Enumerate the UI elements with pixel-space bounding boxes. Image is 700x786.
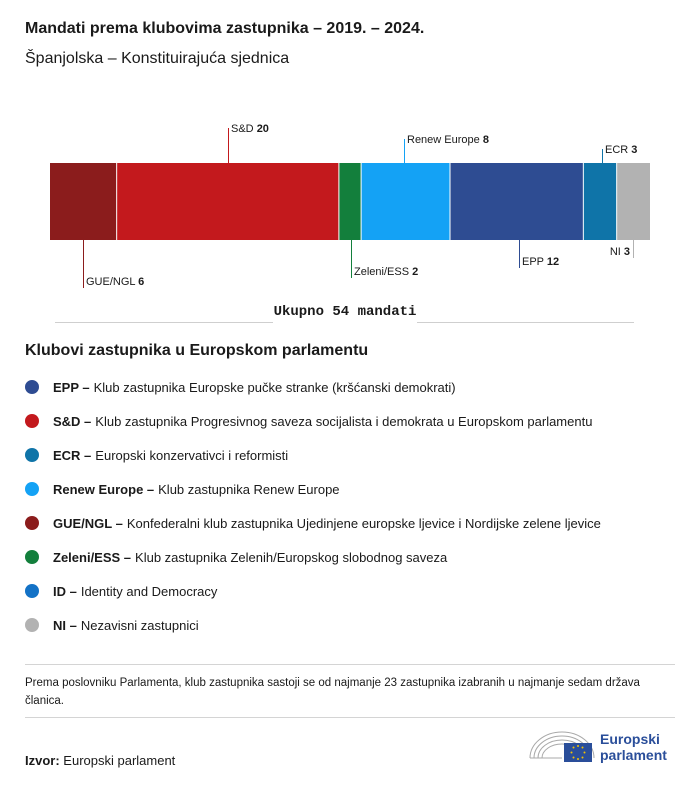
label-renew-europe (407, 134, 489, 146)
legend-swatch (25, 618, 39, 632)
legend-swatch (25, 516, 39, 530)
footer-divider-top (25, 664, 675, 665)
bar-zeleni-ess (339, 163, 361, 240)
legend-abbr: EPP – (53, 379, 90, 395)
legend-item (25, 472, 601, 506)
page-subtitle: Španjolska – Konstituirajuća sjednica (25, 50, 290, 67)
source-label: Izvor: (25, 753, 60, 768)
label-name: Renew Europe (407, 134, 483, 146)
label-zeleni-ess (354, 266, 418, 278)
legend-desc: Klub zastupnika Zelenih/Europskog slobodnog saveza (135, 549, 448, 565)
ep-logo (528, 728, 667, 766)
label-name: GUE/NGL (86, 276, 139, 288)
bar-renew-europe (361, 163, 450, 240)
label-value: 20 (256, 123, 269, 135)
legend-abbr: ID – (53, 583, 77, 599)
stacked-bar-chart (0, 0, 700, 300)
total-divider-left (55, 322, 273, 323)
label-epp (522, 256, 559, 268)
legend-swatch (25, 380, 39, 394)
logo-line-2: parlament (600, 747, 667, 763)
total-divider-right (417, 322, 634, 323)
total-label: Ukupno 54 mandati (273, 304, 417, 320)
bar-ni (617, 163, 650, 240)
legend-abbr: NI – (53, 617, 77, 633)
parliament-hemicycle-icon (528, 728, 596, 766)
legend-desc: Klub zastupnika Europske pučke stranke (kršćanski demokrati) (93, 379, 456, 395)
legend-item (25, 574, 601, 608)
label-s-d (231, 123, 269, 135)
legend-item (25, 404, 601, 438)
legend-abbr: GUE/NGL – (53, 515, 123, 531)
legend (25, 370, 601, 642)
label-name: ECR (605, 144, 632, 156)
legend-item (25, 506, 601, 540)
legend-desc: Klub zastupnika Progresivnog saveza socijalista i demokrata u Europskom parlamentu (95, 413, 593, 429)
legend-item (25, 438, 601, 472)
legend-title: Klubovi zastupnika u Europskom parlamentu (25, 342, 369, 359)
label-name: EPP (522, 256, 547, 268)
legend-item (25, 608, 601, 642)
label-value: 3 (623, 246, 630, 258)
legend-abbr: ECR – (53, 447, 92, 463)
footnote: Prema poslovniku Parlamenta, klub zastupnika sastoji se od najmanje 23 zastupnika izabranih u najmanje sedam država članica. (25, 677, 640, 707)
source-value: Europski parlament (63, 753, 176, 768)
legend-swatch (25, 550, 39, 564)
label-gue-ngl (86, 276, 144, 288)
bar-s-d (117, 163, 339, 240)
page-title: Mandati prema klubovima zastupnika – 2019. – 2024. (25, 20, 425, 37)
legend-swatch (25, 448, 39, 462)
label-value: 12 (546, 256, 560, 268)
legend-abbr: S&D – (53, 413, 92, 429)
logo-line-1: Europski (600, 731, 660, 747)
label-name: S&D (231, 123, 257, 135)
legend-desc: Nezavisni zastupnici (80, 617, 199, 633)
legend-desc: Europski konzervativci i reformisti (95, 447, 289, 463)
label-value: 2 (412, 266, 419, 278)
bar-ecr (583, 163, 616, 240)
legend-abbr: Renew Europe – (53, 481, 155, 497)
label-value: 6 (138, 276, 145, 288)
bar-epp (450, 163, 583, 240)
legend-swatch (25, 584, 39, 598)
label-value: 3 (631, 144, 638, 156)
label-value: 8 (482, 134, 489, 146)
bar-gue-ngl (50, 163, 117, 240)
legend-item (25, 540, 601, 574)
legend-item (25, 370, 601, 404)
legend-swatch (25, 482, 39, 496)
label-name: Zeleni/ESS (354, 266, 413, 278)
label-name: NI (609, 246, 624, 258)
logo-text (600, 731, 667, 763)
footer-divider-bottom (25, 717, 675, 718)
label-ecr (605, 144, 637, 156)
legend-abbr: Zeleni/ESS – (53, 549, 132, 565)
legend-swatch (25, 414, 39, 428)
legend-desc: Konfederalni klub zastupnika Ujedinjene europske ljevice i Nordijske zelene ljevice (126, 515, 601, 531)
legend-desc: Identity and Democracy (80, 583, 218, 599)
legend-desc: Klub zastupnika Renew Europe (158, 481, 340, 497)
source (25, 753, 175, 768)
label-ni (610, 246, 630, 258)
